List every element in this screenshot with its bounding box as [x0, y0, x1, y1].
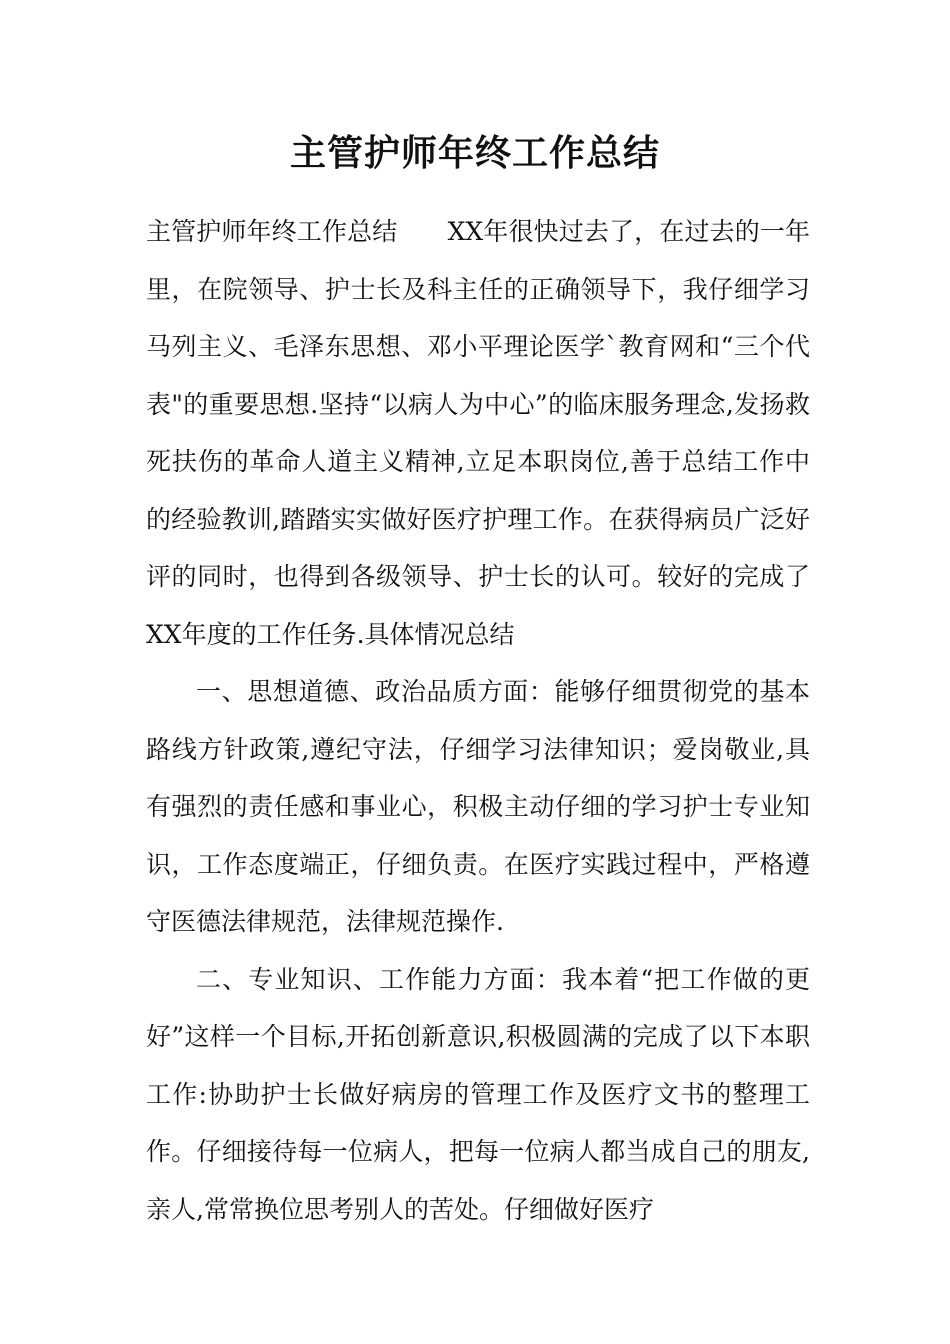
paragraph-intro: 主管护师年终工作总结 XX年很快过去了，在过去的一年里，在院领导、护士长及科主任的正确领导下，我仔细学习马列主义、毛泽东思想、邓小平理论医学`教育网和“三个代表"的重要思想.坚持“以病人为中心”的临床服务理念,发扬救死扶伤的革命人道主义精神,立足本职岗位,善于总结工作中的经验教训,踏踏实实做好医疗护理工作。在获得病员广泛好评的同时，也得到各级领导、护士长的认可。较好的完成了XX年度的工作任务.具体情况总结: [146, 217, 810, 649]
document-title: 主管护师年终工作总结: [289, 133, 660, 174]
paragraph-professional: 二、专业知识、工作能力方面：我本着“把工作做的更好”这样一个目标,开拓创新意识,积极圆满的完成了以下本职工作:协助护士长做好病房的管理工作及医疗文书的整理工作。仔细接待每一位病人，把每一位病人都当成自己的朋友,亲人,常常换位思考别人的苦处。仔细做好医疗: [146, 964, 810, 1224]
paragraph-ideology: 一、思想道德、政治品质方面：能够仔细贯彻党的基本路线方针政策,遵纪守法，仔细学习法律知识；爱岗敬业,具有强烈的责任感和事业心，积极主动仔细的学习护士专业知识，工作态度端正，仔细负责。在医疗实践过程中，严格遵守医德法律规范，法律规范操作.: [146, 677, 810, 936]
document-body: [146, 203, 810, 1238]
